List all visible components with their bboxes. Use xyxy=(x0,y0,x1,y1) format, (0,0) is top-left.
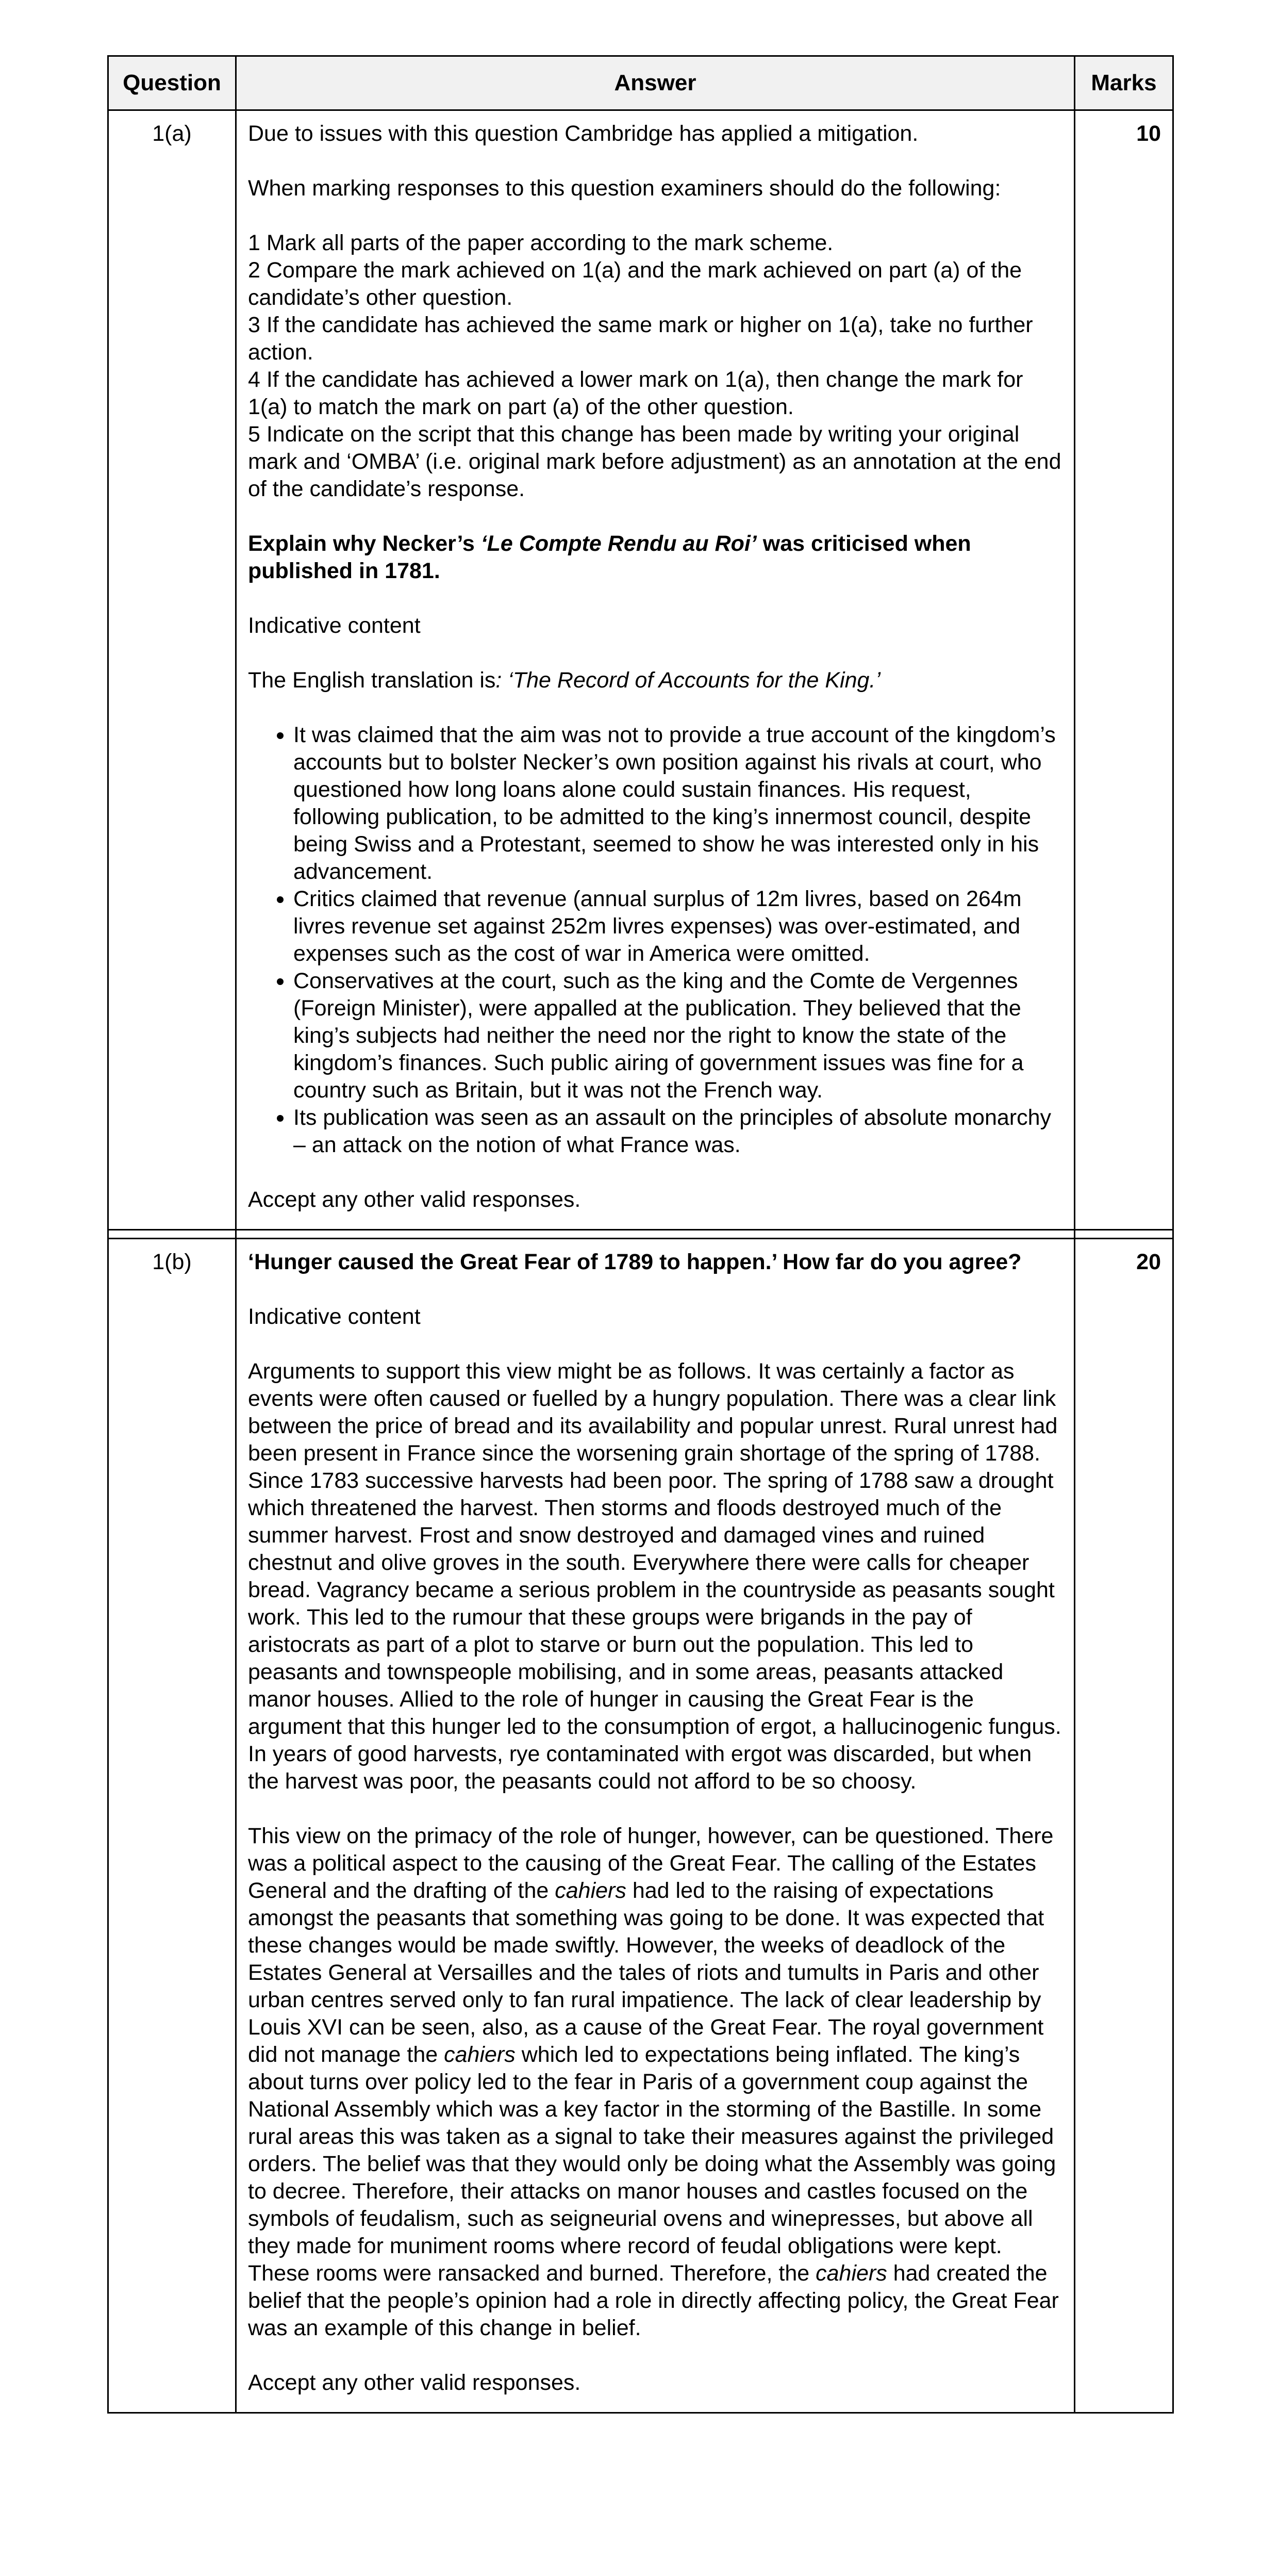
translation-label: The English translation is xyxy=(248,668,496,693)
paragraph-text: had created the belief that the people’s opinion had a role in directly affecting policy, the Great Fear was an example of this change in belief. xyxy=(248,2261,1059,2340)
column-header-answer: Answer xyxy=(236,56,1075,110)
accept-note: Accept any other valid responses. xyxy=(248,1187,581,1212)
separator-cell xyxy=(108,1230,236,1239)
instruction-step: 1 Mark all parts of the paper according to the mark scheme. xyxy=(248,231,834,255)
instruction-step: 2 Compare the mark achieved on 1(a) and the mark achieved on part (a) of the candidate’s other question. xyxy=(248,258,1022,310)
mark-scheme-page xyxy=(107,55,1172,2538)
paragraph-text: which led to expectations being inflated. The king’s about turns over policy led to the fear in Paris of a government coup against the National Assembly which was a key factor in the storming of the Bastille. In some rural areas this was taken as a signal to take their measures against the privileged orders. The belief was that they would only be doing what the Assembly was going to decree. Therefore, their attacks on manor houses and castles focused on the symbols of feudalism, such as seigneurial ovens and winepresses, but above all they made for muniment rooms where record of feudal obligations were kept. These rooms were ransacked and burned. Therefore, the xyxy=(248,2042,1056,2286)
translation-line xyxy=(248,667,1062,694)
question-prompt-1a xyxy=(248,530,1062,585)
instruction-step: 3 If the candidate has achieved the same mark or higher on 1(a), take no further action. xyxy=(248,313,1033,365)
question-number-1a: 1(a) xyxy=(108,110,236,1230)
list-item: • It was claimed that the aim was not to provide a true account of the kingdom’s accounts but to bolster Necker’s own position against his rivals at court, who questioned how long loans alone could sustain finances. His request, following publication, to be admitted to the king’s innermost council, despite being Swiss and a Protestant, seemed to show he was interested only in his advancement. xyxy=(293,721,1062,885)
indicative-content-label: Indicative content xyxy=(248,1304,421,1329)
italic-term: cahiers xyxy=(816,2261,887,2286)
separator-cell xyxy=(236,1230,1075,1239)
paragraph-text: This view on the primacy of the role of hunger, however, can be questioned. There was a political aspect to the causing of the Great Fear. The calling of the Estates General and the drafting of the xyxy=(248,1824,1054,1903)
argument-paragraph-1: Arguments to support this view might be as follows. It was certainly a factor as events were often caused or fuelled by a hungry population. There was a clear link between the price of bread and its availability and popular unrest. Rural unrest had been present in France since the worsening grain shortage of the spring of 1788. Since 1783 successive harvests had been poor. The spring of 1788 saw a drought which threatened the harvest. Then storms and floods destroyed much of the summer harvest. Frost and snow destroyed and damaged vines and ruined chestnut and olive groves in the south. Everywhere there were calls for cheaper bread. Vagrancy became a serious problem in the countryside as peasants sought work. This led to the rumour that these groups were brigands in the pay of aristocrats as part of a plot to starve or burn out the population. This led to peasants and townspeople mobilising, and in some areas, peasants attacked manor houses. Allied to the role of hunger in causing the Great Fear is the argument that this hunger led to the consumption of ergot, a hallucinogenic fungus. In years of good harvests, rye contaminated with ergot was discarded, but when the harvest was poor, the peasants could not afford to be so choosy. xyxy=(248,1359,1061,1794)
question-number-1b: 1(b) xyxy=(108,1239,236,2413)
column-header-marks: Marks xyxy=(1075,56,1173,110)
list-item: • Its publication was seen as an assault on the principles of absolute monarchy – an attack on the notion of what France was. xyxy=(293,1104,1062,1159)
indicative-content-label: Indicative content xyxy=(248,613,421,638)
instructions-intro: When marking responses to this question examiners should do the following: xyxy=(248,176,1001,201)
list-item: • Critics claimed that revenue (annual surplus of 12m livres, based on 264m livres revenue set against 252m livres expenses) was over-estimated, and expenses such as the cost of war in America were omitted. xyxy=(293,885,1062,967)
accept-note: Accept any other valid responses. xyxy=(248,2370,581,2395)
indicative-bullets xyxy=(248,721,1062,1159)
question-text: was criticised when published in 1781. xyxy=(248,531,971,583)
instruction-steps xyxy=(248,229,1062,503)
row-separator xyxy=(108,1230,1173,1239)
table-row xyxy=(108,1239,1173,2413)
instruction-step: 4 If the candidate has achieved a lower mark on 1(a), then change the mark for 1(a) to match the mark on part (a) of the other question. xyxy=(248,367,1023,419)
answer-cell-1b xyxy=(236,1239,1075,2413)
instruction-step: 5 Indicate on the script that this change has been made by writing your original mark and ‘OMBA’ (i.e. original mark before adjustment) as an annotation at the end of the candidate’s response. xyxy=(248,422,1061,501)
answer-cell-1a xyxy=(236,110,1075,1230)
separator-cell xyxy=(1075,1230,1173,1239)
italic-term: cahiers xyxy=(555,1878,626,1903)
table-row xyxy=(108,110,1173,1230)
italic-term: cahiers xyxy=(444,2042,516,2067)
mark-scheme-table xyxy=(107,55,1174,2414)
table-header-row xyxy=(108,56,1173,110)
marks-1b: 20 xyxy=(1075,1239,1173,2413)
column-header-question: Question xyxy=(108,56,236,110)
translation-text: : ‘The Record of Accounts for the King.’ xyxy=(495,668,881,693)
question-prompt-1b: ‘Hunger caused the Great Fear of 1789 to happen.’ How far do you agree? xyxy=(248,1250,1022,1274)
list-item: • Conservatives at the court, such as the king and the Comte de Vergennes (Foreign Minister), were appalled at the publication. They believed that the king’s subjects had neither the need nor the right to know the state of the kingdom’s finances. Such public airing of government issues was fine for a country such as Britain, but it was not the French way. xyxy=(293,967,1062,1104)
question-text: Explain why Necker’s xyxy=(248,531,481,556)
marks-1a: 10 xyxy=(1075,110,1173,1230)
paragraph-text: had led to the raising of expectations amongst the peasants that something was going to be done. It was expected that these changes would be made swiftly. However, the weeks of deadlock of the Estates General at Versailles and the tales of riots and tumults in Paris and other urban centres served only to fan rural impatience. The lack of clear leadership by Louis XVI can be seen, also, as a cause of the Great Fear. The royal government did not manage the xyxy=(248,1878,1044,2067)
mitigation-note: Due to issues with this question Cambridge has applied a mitigation. xyxy=(248,121,919,146)
question-work-title: ‘Le Compte Rendu au Roi’ xyxy=(480,531,757,556)
argument-paragraph-2 xyxy=(248,1823,1062,2342)
